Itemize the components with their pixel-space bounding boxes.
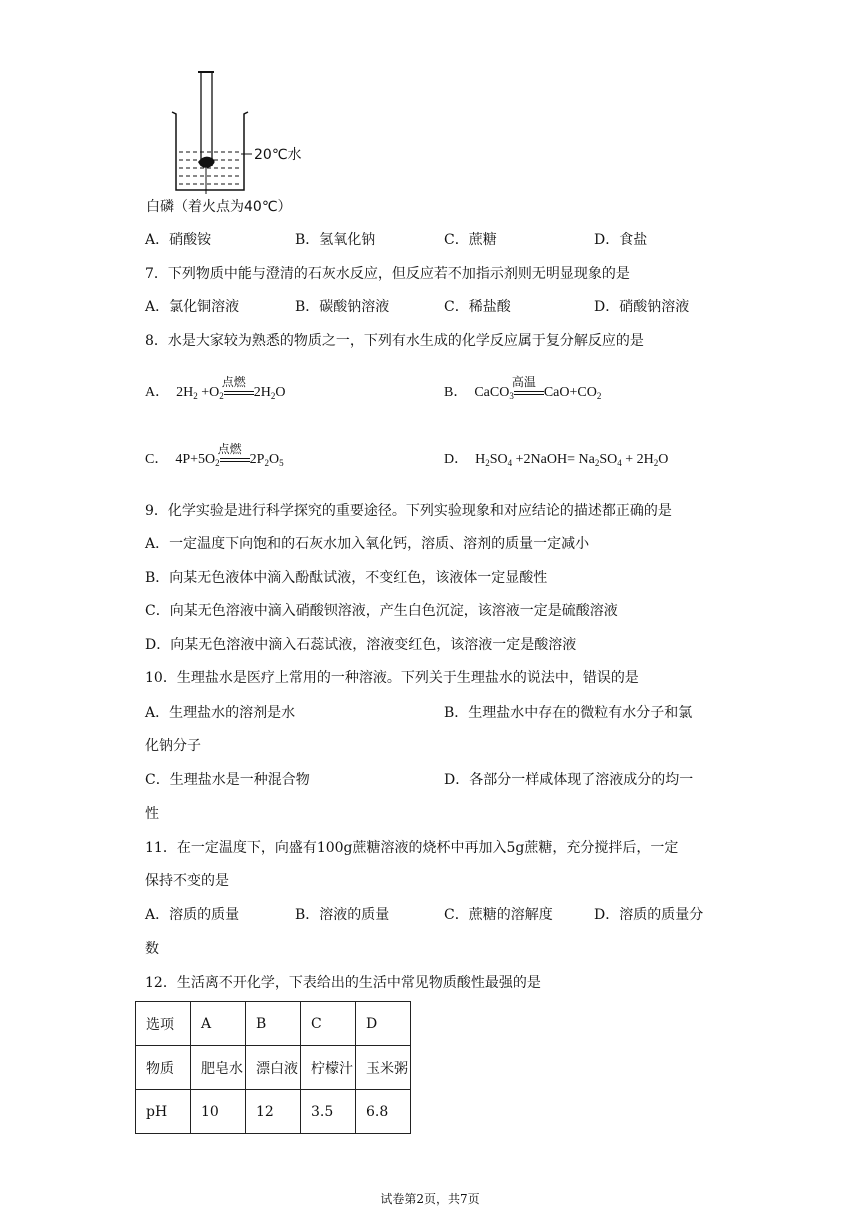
q12-stem: 12．生活离不开化学，下表给出的生活中常见物质酸性最强的是 [145,975,541,991]
q10-option-d-wrap: 性 [145,806,159,822]
table-cell: 选项 [136,1002,191,1046]
q6-option-c: C．蔗糖 [444,232,497,248]
table-row [136,1002,411,1046]
q10-option-a: A．生理盐水的溶剂是水 [145,705,296,721]
table-cell: B [246,1002,301,1046]
table-row [136,1090,411,1134]
q9-stem: 9．化学实验是进行科学探究的重要途径。下列实验现象和对应结论的描述都正确的是 [145,503,672,519]
table-cell: D [356,1002,411,1046]
q11-option-b: B．溶液的质量 [295,907,390,923]
q7-stem: 7．下列物质中能与澄清的石灰水反应，但反应若不加指示剂则无明显现象的是 [145,266,630,282]
q9-option-a: A．一定温度下向饱和的石灰水加入氧化钙，溶质、溶剂的质量一定减小 [145,536,590,552]
table-cell: pH [136,1090,191,1134]
q10-option-b: B．生理盐水中存在的微粒有水分子和氯 [444,705,693,721]
table-cell: 肥皂水 [191,1046,246,1090]
q11-stem-wrap: 保持不变的是 [145,873,229,889]
q10-option-c: C．生理盐水是一种混合物 [145,772,310,788]
q9-option-b: B．向某无色液体中滴入酚酞试液，不变红色，该液体一定显酸性 [145,570,548,586]
table-cell: 3.5 [301,1090,356,1134]
water-label: 20℃水 [254,147,302,163]
q9-option-d: D．向某无色溶液中滴入石蕊试液，溶液变红色，该溶液一定是酸溶液 [145,637,577,653]
q8-option-c: C． $4P+5O_2$ 点燃 $2P_2O_5$ [145,441,284,468]
table-cell: 玉米粥 [356,1046,411,1090]
q11-option-a: A．溶质的质量 [145,907,240,923]
reaction-arrow: 点燃 [224,388,254,398]
q6-option-d: D．食盐 [594,232,648,248]
table-cell: 6.8 [356,1090,411,1134]
q10-option-b-wrap: 化钠分子 [145,738,201,754]
q11-option-d: D．溶质的质量分 [594,907,704,923]
page-footer: 试卷第2页，共7页 [380,1192,480,1206]
table-cell: 10 [191,1090,246,1134]
q6-option-b: B．氢氧化钠 [295,232,376,248]
q7-option-a: A．氯化铜溶液 [145,299,240,315]
q8-option-a: A． $2H_2 +O_2$ 点燃 $2H_2O$ [145,374,286,401]
q10-stem: 10．生理盐水是医疗上常用的一种溶液。下列关于生理盐水的说法中，错误的是 [145,670,639,686]
phosphorus-caption: 白磷（着火点为40℃） [146,199,292,215]
q7-option-c: C．稀盐酸 [444,299,511,315]
q7-option-b: B．碳酸钠溶液 [295,299,390,315]
table-cell: 漂白液 [246,1046,301,1090]
table-row [136,1046,411,1090]
table-cell: 12 [246,1090,301,1134]
reaction-arrow: 点燃 [220,455,250,465]
q8-option-d: D． $H_2SO_4$ +2NaOH= $Na_2SO_4 + 2H_2O$ [444,452,669,468]
q8-option-b: B． CaCO$_3$ 高温 $CaO+CO_2$ [444,374,602,401]
q7-option-d: D．硝酸钠溶液 [594,299,690,315]
q8-stem: 8．水是大家较为熟悉的物质之一，下列有水生成的化学反应属于复分解反应的是 [145,333,644,349]
reaction-arrow: 高温 [514,388,544,398]
q10-option-d: D．各部分一样咸体现了溶液成分的均一 [444,772,694,788]
ph-table [135,1001,411,1134]
q11-option-c: C．蔗糖的溶解度 [444,907,553,923]
q11-option-d-wrap: 数 [145,941,159,957]
table-cell: A [191,1002,246,1046]
table-cell: 物质 [136,1046,191,1090]
q9-option-c: C．向某无色溶液中滴入硝酸钡溶液，产生白色沉淀，该溶液一定是硫酸溶液 [145,603,618,619]
q11-stem: 11．在一定温度下，向盛有100g蔗糖溶液的烧杯中再加入5g蔗糖，充分搅拌后，一定 [145,840,679,856]
q6-option-a: A．硝酸铵 [145,232,212,248]
table-cell: C [301,1002,356,1046]
table-cell: 柠檬汁 [301,1046,356,1090]
